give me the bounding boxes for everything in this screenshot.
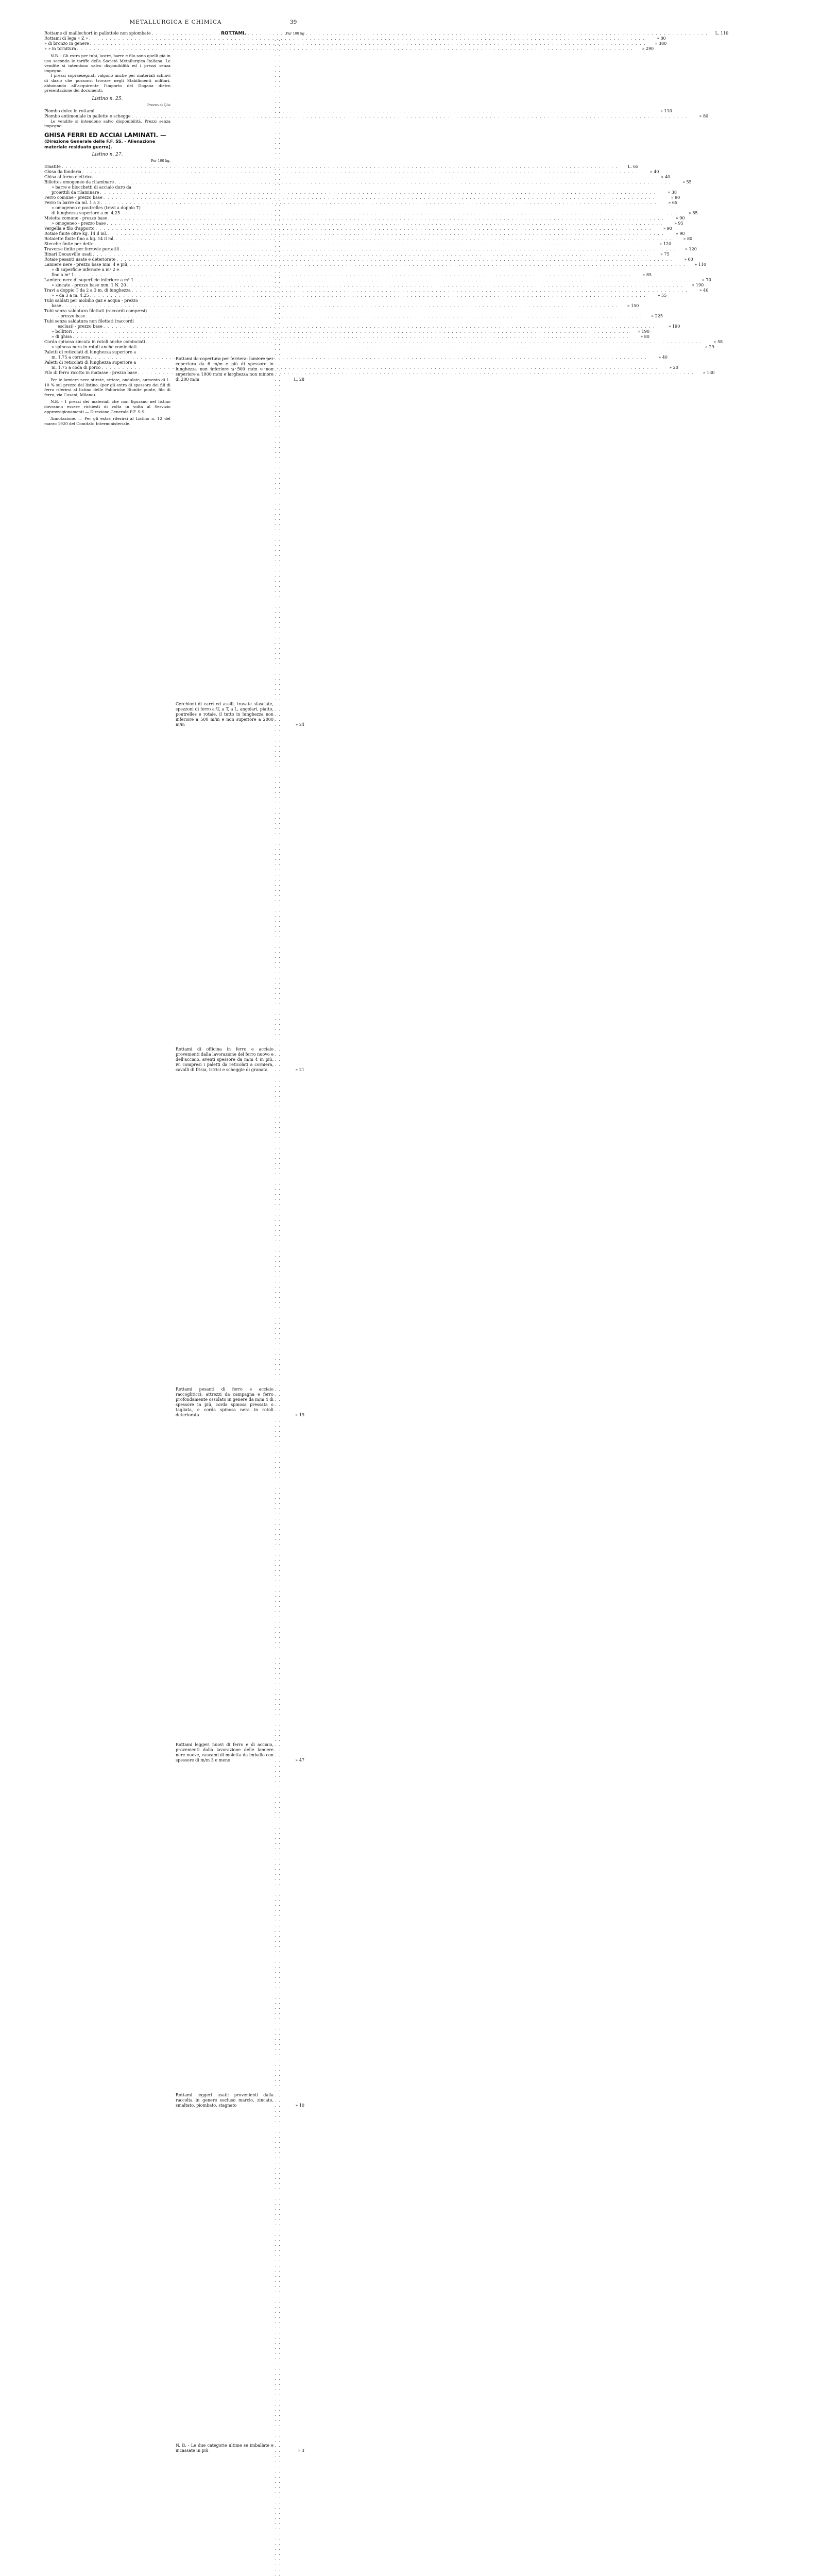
price-row-value: L. 65 xyxy=(627,164,639,169)
dot-leader xyxy=(62,303,618,309)
price-row xyxy=(176,382,304,727)
price-row-label: Ematite xyxy=(44,164,61,169)
price-row-value: » 120 xyxy=(659,241,672,246)
price-row xyxy=(44,206,170,211)
price-row xyxy=(176,37,304,382)
price-row-value: » 85 xyxy=(688,210,698,215)
price-row-label: Rottami da copertura per ferriera: lamiere per copertura da 6 m/m e più di spessore in lunghezza non inferiore a 500 m/m e non superiore a 1000 m/m e larghezza non minore di 200 m/m xyxy=(176,357,273,382)
price-row xyxy=(44,354,668,360)
dot-leader xyxy=(89,36,645,41)
rottami-unit: Per 100 kg xyxy=(286,31,304,36)
dot-leader xyxy=(275,2108,284,2453)
price-row xyxy=(44,169,659,175)
dot-leader xyxy=(275,37,284,382)
right-column xyxy=(176,31,304,2576)
price-row xyxy=(44,360,170,365)
price-row-value: » 110 xyxy=(660,108,672,113)
price-row xyxy=(44,370,715,376)
price-row-value: » 40 xyxy=(658,354,668,360)
price-row-label: Rottami pesanti di ferro e acciaio raccogliticci; attrezzi da campagna e ferro profondamente ossidato in genere da m/m 4 di spessore in più, corda spinosa pressata o tagliata, e corda spinosa nera in rotoli deteriorata xyxy=(176,1387,273,1417)
price-row-value: » 90 xyxy=(675,215,685,221)
dot-leader xyxy=(73,329,628,334)
page-number: 39 xyxy=(290,19,297,25)
price-row-label: » di bronzo in genere xyxy=(44,41,89,46)
price-row-value: » 95 xyxy=(674,221,683,226)
price-row xyxy=(44,246,697,252)
price-row-label: Paletti di reticolati di lunghezza superiore a xyxy=(44,349,136,354)
price-row-label: Rotaiette finite fino a kg. 14 il ml. xyxy=(44,236,115,241)
price-row-value: » 19 xyxy=(295,1413,304,1417)
price-row-value: » 80 xyxy=(640,334,649,339)
price-row-label: Billettes omogeneo da rilaminare xyxy=(44,179,114,184)
price-row xyxy=(44,262,707,267)
price-row xyxy=(176,1763,304,2108)
price-row xyxy=(44,179,692,185)
price-row xyxy=(44,287,709,293)
price-row-label: » di superficie inferiore a m² 2 e xyxy=(52,267,119,272)
price-row-value: » 225 xyxy=(651,313,663,318)
listino-27-title: Listino n. 27. xyxy=(92,151,123,157)
price-row-label: Paletti di reticolati di lunghezza superiore a xyxy=(44,360,136,365)
price-row xyxy=(44,231,685,236)
price-row-label: Ghisa al forno elettrico xyxy=(44,174,93,179)
dot-leader xyxy=(90,293,646,298)
price-row xyxy=(44,241,672,247)
price-row-value: » 60 xyxy=(684,257,693,262)
price-row-label: Tubi senza saldatura filettati (raccordi compresi) xyxy=(44,308,147,313)
price-row xyxy=(44,293,667,298)
price-row-value: » 38 xyxy=(668,190,677,195)
price-row xyxy=(44,303,639,309)
price-row-label: Rottami leggeri nuovi di ferro e di acciaio, provenienti dalla lavorazione delle lamiere nere nuove, cascami di moietta da imballo con spessore di m/m 3 e meno xyxy=(176,1742,273,1762)
price-row-value: » 80 xyxy=(656,36,666,41)
price-row-label: N. B. - Le due categorie ultime se imballate e incassate in più xyxy=(176,2443,273,2453)
price-row-value: » 80 xyxy=(699,113,709,118)
price-row-value: » 75 xyxy=(660,251,670,257)
price-row xyxy=(176,1073,304,1418)
dot-leader xyxy=(275,382,284,727)
price-row xyxy=(44,329,649,334)
price-row-label: Vergella e filo d'apporto xyxy=(44,226,95,231)
price-row-value: » 65 xyxy=(668,200,678,205)
price-row xyxy=(44,272,652,278)
price-row-value: » 58 xyxy=(713,339,723,344)
lamiere-note: Per le lamiere nere stirate, striate, ondulate, aumento di L. 10 % sul prezzo del listino. (per gli extra di spessore dei fili di ferro riferirsi al listino delle Fabbriche Riunite punte, filo di ferro, via Cusani, Milano). xyxy=(44,377,170,397)
rottami-header xyxy=(176,31,304,36)
price-row-value: » 40 xyxy=(661,174,671,179)
price-row-label: » omogeneo e poutrelles (travi a doppio T) xyxy=(52,205,141,210)
price-row-value: » 10 xyxy=(295,2103,304,2108)
price-row xyxy=(44,41,667,46)
nb-note: N.B. - I prezzi dei materiali che non figurano nel listino dovranno essere richiesti di volta in volta al Servizio approvvigionamenti — Direzione Generale F.F. S.S. xyxy=(44,399,170,414)
price-row xyxy=(44,277,711,283)
price-row-label: Corda spinosa zincata in rotoli anche cominciati xyxy=(44,339,145,344)
price-row-label: Cerchioni di carri ed assili, travate sfasciate, spezzoni di ferro a U, a T, a L, angolari, piatto, poutrelles e rotaie, il tutto in lunghezza non inferiore a 500 m/m e non superiore a 2000 m/m xyxy=(176,702,273,727)
price-row-value: » 190 xyxy=(692,282,704,287)
price-row-value: » 120 xyxy=(685,246,697,251)
price-row-value: » 90 xyxy=(675,231,685,236)
price-row xyxy=(44,108,672,114)
price-row-label: proiettili da rilaminare xyxy=(52,190,99,195)
price-row-value: » 47 xyxy=(295,1758,304,1762)
price-row-value: » 85 xyxy=(642,272,652,277)
price-row xyxy=(44,319,170,324)
ghisa-subheading: (Direzione Generale delle F.F. SS. - Alienazione materiale residuato guerra). xyxy=(44,138,156,149)
price-row-label: fino a m² 1 xyxy=(52,272,74,277)
price-row-label: » zincate - prezzo base mm. 1 N. 20 xyxy=(52,282,126,287)
price-row xyxy=(176,1418,304,1763)
dot-leader xyxy=(91,355,647,360)
listino-27-unit: Per 100 kg. xyxy=(151,158,170,163)
price-row-label: » omogeneo - prezzo base xyxy=(52,221,106,226)
price-row-value: » 70 xyxy=(702,277,711,282)
price-row-label: Rotaie finite oltre kg. 14 il ml. xyxy=(44,231,108,236)
price-row-label: Ferro comune - prezzo base xyxy=(44,195,102,200)
price-row xyxy=(176,727,304,1073)
price-row-label: Piombo antimoniale in pallette e schegge xyxy=(44,113,131,118)
price-row xyxy=(44,36,666,41)
price-row xyxy=(44,267,170,273)
price-row-label: esclusi) - prezzo base xyxy=(58,324,102,329)
note-extra-tubes: N.B. - Gli extra per tubi, lastre, barre e filo sono quelli già in uso secondo le tariffe della Società Metallurgica Italiana. Le vendite si intendono salvo disponibilità ed i prezzi senza impegno. xyxy=(44,54,170,73)
price-row xyxy=(44,298,170,303)
price-row xyxy=(44,344,714,350)
price-row-label: Ferro in barre da ml. 1 a 3 xyxy=(44,200,100,205)
price-row xyxy=(44,251,670,257)
price-row-label: » » da 3 a m. 4,25 xyxy=(52,293,89,298)
price-row-label: Piombo dolce in rottami xyxy=(44,108,95,113)
price-row-value: » 90 xyxy=(663,226,672,231)
price-row-value: » 40 xyxy=(699,287,709,293)
price-row-label: Traverse finite per ferrovie portatili xyxy=(44,246,119,251)
ghisa-heading: GHISA FERRI ED ACCIAI LAMINATI. — xyxy=(44,131,166,139)
rottami-title: ROTTAMI. xyxy=(221,31,247,36)
price-row-label: Tubi senza saldatura non filettati (raccordi xyxy=(44,318,134,324)
listino-25-note: Le vendite si intendono salvo disponibilità. Prezzi senza impegno. xyxy=(44,118,170,129)
price-row xyxy=(44,282,704,288)
price-row-label: Moietta comune - prezzo base xyxy=(44,215,107,221)
dot-leader xyxy=(275,1073,284,1418)
price-row-label: » barre e blocchetti di acciaio duro da xyxy=(52,184,131,190)
price-row-label: Filo di ferro ricotto in matasse - prezzo base xyxy=(44,370,137,375)
price-row-value: » 190 xyxy=(638,329,649,334)
price-row-label: Rotaie pesanti usate e deteriorate xyxy=(44,257,116,262)
price-row xyxy=(44,226,672,231)
price-row-value: » 380 xyxy=(655,41,667,46)
price-row xyxy=(44,174,671,180)
price-row xyxy=(176,2108,304,2453)
price-row-value: » 190 xyxy=(668,324,680,329)
price-row-label: m. 1,75 a corniera xyxy=(52,354,90,360)
price-row-label: Tubi saldati per mobilio gaz e acqua - prezzo xyxy=(44,298,139,303)
price-row xyxy=(44,236,693,242)
price-row-value: » 90 xyxy=(671,195,680,200)
price-row xyxy=(44,365,678,370)
price-row xyxy=(44,350,170,355)
listino-25-title: Listino n. 25. xyxy=(92,96,123,101)
price-row xyxy=(44,257,693,262)
price-row-label: Lamiere nere - prezzo base mm. 4 e più, xyxy=(44,262,129,267)
price-row xyxy=(44,339,723,345)
annotazione-note: Annotazione. — Per gli extra riferirsi al Listino n. 12 del marzo 1920 del Comitato Interministeriale. xyxy=(44,416,170,426)
price-row xyxy=(44,313,663,319)
price-row-value: » 130 xyxy=(703,370,715,375)
dot-leader xyxy=(90,41,646,46)
price-row-label: Rottami di lega « Z » xyxy=(44,36,89,41)
price-row xyxy=(44,46,654,52)
price-row xyxy=(44,210,698,216)
price-row-label: Stecche finite per dette xyxy=(44,241,94,246)
price-row-label: Binari Decauville usati xyxy=(44,251,92,257)
price-row xyxy=(44,185,170,190)
price-row-value: » 55 xyxy=(682,179,692,184)
dot-leader xyxy=(275,1418,284,1763)
price-row xyxy=(44,221,683,226)
price-row-label: Lamiere nere di superficie inferiore a m² 1 xyxy=(44,277,134,282)
rottami-rows xyxy=(176,37,304,2576)
price-row-value: » 20 xyxy=(669,365,678,370)
running-header: METALLURGICA E CHIMICA xyxy=(129,19,222,25)
dot-leader xyxy=(75,273,631,278)
price-row-value: » 29 xyxy=(705,344,714,349)
dot-leader xyxy=(77,46,633,52)
price-row-label: m. 1,75 a coda di porco xyxy=(52,365,101,370)
dot-leader xyxy=(73,334,628,340)
price-row xyxy=(44,324,680,329)
price-row-label: - prezzo base xyxy=(58,313,85,318)
price-row-value: L. 28 xyxy=(294,377,304,382)
price-row-label: Travi a doppio T da 2 a 3 m. di lunghezza xyxy=(44,287,131,293)
listino-25-rows xyxy=(44,108,709,119)
price-row-label: Rottame di maillechort in pallottole non spiombate xyxy=(44,31,151,36)
price-row xyxy=(44,215,685,221)
listino-25-unit: Prezzo al Q.le xyxy=(147,103,170,107)
price-row-label: » spinosa nera in rotoli anche cominciati xyxy=(52,344,137,349)
dot-leader xyxy=(275,1763,284,2108)
price-row-value: » 150 xyxy=(627,303,639,308)
price-row-label: Ghisa da fonderia xyxy=(44,169,81,174)
price-row-label: di lunghezza superiore a m. 4,25 xyxy=(52,210,121,215)
price-row-value: » 80 xyxy=(683,236,693,241)
price-row-value: » 3 xyxy=(298,2448,304,2453)
price-row xyxy=(44,334,649,340)
price-row xyxy=(44,113,709,119)
price-row xyxy=(44,164,639,170)
dot-leader xyxy=(275,2453,284,2576)
price-row-value: L. 110 xyxy=(715,31,729,36)
price-row-label: base xyxy=(52,303,61,308)
price-row xyxy=(44,309,170,314)
price-row xyxy=(176,2453,304,2576)
dot-leader xyxy=(86,314,642,319)
dot-leader xyxy=(82,170,638,175)
price-row-value: » 21 xyxy=(295,1067,304,1072)
price-row-label: » » in tornitura xyxy=(44,46,76,51)
price-row-label: Rottami di officina in ferro e acciaio provenienti dalla lavorazione del ferro nuovo e dell'acciaio, aventi spessore da m/m 4 in più, ivi compresi i paletti da reticolati a corniera, cavalli di frisia, istrici e scheggie di granata xyxy=(176,1047,273,1072)
price-row-value: » 55 xyxy=(657,293,667,298)
price-row-value: » 40 xyxy=(649,169,659,174)
price-row-label: » bollitori xyxy=(52,329,72,334)
dot-leader xyxy=(275,727,284,1073)
note-military-stock: I prezzi sopraesegnati valgono anche per materiali schiavi di dazio che possonsi trovare negli Stabilimenti militari, abbonando all'acquirente l'importo del Dogana dietro presentazione dei documenti. xyxy=(44,73,170,93)
price-row xyxy=(44,190,677,195)
price-row-value: » 290 xyxy=(642,46,654,51)
dot-leader xyxy=(62,164,618,170)
price-row xyxy=(44,200,678,206)
price-row xyxy=(44,195,680,200)
price-row-label: » di ghisa xyxy=(52,334,72,339)
price-row-label: Rottami leggeri usati: provenienti dalla raccolta in genere escluso marcio, zincato, smaltato, piombato, stagnato xyxy=(176,2093,273,2108)
price-row-value: » 110 xyxy=(694,262,707,267)
price-row-value: » 24 xyxy=(295,722,304,727)
